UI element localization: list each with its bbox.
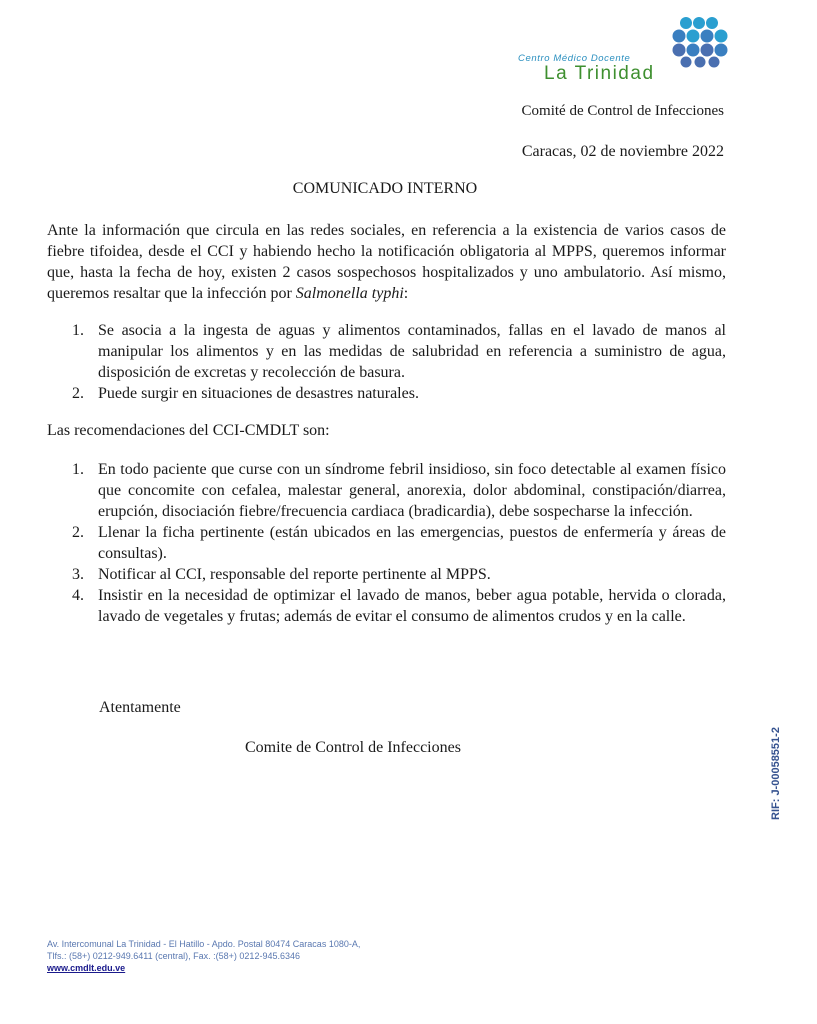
footer-address: Av. Intercomunal La Trinidad - El Hatillo - Apdo. Postal 80474 Caracas 1080-A,	[47, 939, 361, 949]
signature-committee: Comite de Control de Infecciones	[245, 739, 461, 756]
logo-subtitle: Centro Médico Docente	[518, 53, 631, 64]
logo-dots-icon	[670, 16, 730, 68]
list-item	[47, 522, 726, 564]
list-item	[47, 320, 726, 383]
rif-number: RIF: J-00058551-2	[770, 727, 782, 820]
recommendations-label: Las recomendaciones del CCI-CMDLT son:	[47, 422, 330, 439]
list-item-number: 1.	[72, 461, 84, 478]
list-item-number: 1.	[72, 322, 84, 339]
list-item	[47, 459, 726, 522]
logo-name: La Trinidad	[544, 63, 655, 84]
list-item-number: 2.	[72, 524, 84, 541]
list-item-text: Notificar al CCI, responsable del reporte pertinente al MPPS.	[98, 566, 491, 583]
document-date: Caracas, 02 de noviembre 2022	[521, 143, 724, 160]
footer-website-link[interactable]: www.cmdlt.edu.ve	[47, 963, 126, 973]
list-item-number: 4.	[72, 587, 84, 604]
recommendations-list	[47, 459, 726, 627]
list-item-number: 3.	[72, 566, 84, 583]
footer	[47, 938, 360, 974]
list-item-text: Llenar la ficha pertinente (están ubicados en las emergencias, puestos de enfermería y áreas de consultas).	[98, 524, 726, 562]
closing-salutation: Atentamente	[99, 699, 181, 716]
intro-text: Ante la información que circula en las redes sociales, en referencia a la existencia de varios casos de fiebre tifoidea, desde el CCI y habiendo hecho la notificación obligatoria al MPPS, queremos informar que, hasta la fecha de hoy, existen 2 casos sospechosos hospitalizados y uno ambulatorio. Así mismo, queremos resaltar que la infección por	[47, 222, 726, 302]
list-item	[47, 564, 726, 585]
intro-italic-term: Salmonella typhi	[295, 285, 404, 302]
list-item	[47, 585, 726, 627]
intro-text-end: :	[403, 285, 409, 302]
clinic-logo	[512, 16, 732, 88]
list-item-text: En todo paciente que curse con un síndrome febril insidioso, sin foco detectable al examen físico que concomite con cefalea, malestar general, anorexia, dolor abdominal, constipación/diarrea, erupción, disociación fiebre/frecuencia cardiaca (bradicardia), debe sospecharse la infección.	[98, 461, 726, 520]
list-item	[47, 383, 726, 404]
intro-paragraph	[47, 220, 726, 304]
list-item-number: 2.	[72, 385, 84, 402]
list-item-text: Se asocia a la ingesta de aguas y alimentos contaminados, fallas en el lavado de manos al manipular los alimentos y en las medidas de salubridad en referencia a suministro de agua, disposición de excretas y recolección de basura.	[98, 322, 726, 381]
document-title: COMUNICADO INTERNO	[292, 180, 478, 197]
infection-facts-list	[47, 320, 726, 404]
footer-phones: Tlfs.: (58+) 0212-949.6411 (central), Fax. :(58+) 0212-945.6346	[47, 951, 300, 961]
list-item-text: Insistir en la necesidad de optimizar el lavado de manos, beber agua potable, hervida o clorada, lavado de vegetales y frutas; además de evitar el consumo de alimentos crudos y en la calle.	[98, 587, 726, 625]
committee-header: Comité de Control de Infecciones	[521, 103, 724, 119]
list-item-text: Puede surgir en situaciones de desastres naturales.	[98, 385, 419, 402]
